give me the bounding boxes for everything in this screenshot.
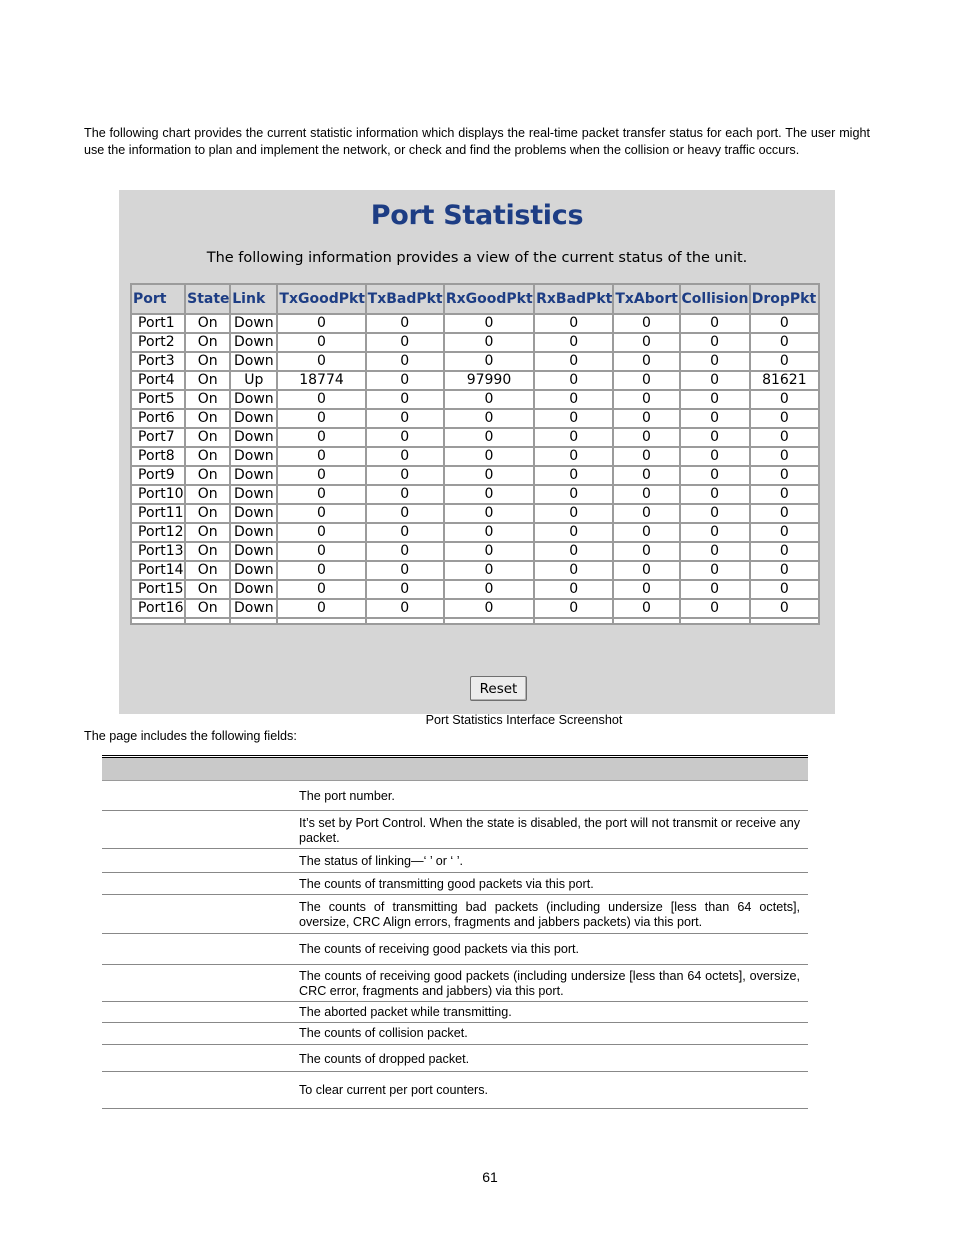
table-row [132,410,818,427]
table-cell: 0 [614,391,678,408]
table-cell: 0 [445,600,533,617]
table-cell: 0 [535,448,612,465]
table-cell: 0 [278,391,364,408]
field-row [102,849,808,873]
port-statistics-table [130,283,820,625]
table-cell: Port11 [132,505,184,522]
table-cell: 0 [445,448,533,465]
table-cell: Down [231,334,276,351]
table-cell: 0 [614,486,678,503]
table-cell: 0 [681,524,749,541]
field-description: To clear current per port counters. [299,1083,488,1097]
table-cell: 0 [445,505,533,522]
table-cell [231,619,276,623]
table-cell: 0 [751,581,818,598]
field-row [102,781,808,811]
table-cell: On [186,543,229,560]
table-cell: 0 [278,486,364,503]
field-row [102,934,808,965]
screenshot-subtitle: The following information provides a view of the current status of the unit. [206,250,748,266]
table-cell: Port1 [132,315,184,332]
column-header: Port [132,285,184,313]
table-cell: 18774 [278,372,364,389]
table-cell: 0 [535,581,612,598]
table-cell: Port4 [132,372,184,389]
column-header: RxBadPkt [535,285,612,313]
table-cell: On [186,467,229,484]
screenshot-title: Port Statistics [370,200,584,231]
table-cell: On [186,505,229,522]
table-cell [681,619,749,623]
table-cell: 0 [367,315,443,332]
table-cell: 0 [367,486,443,503]
table-cell: 0 [751,600,818,617]
table-cell: 0 [751,448,818,465]
table-cell: 97990 [445,372,533,389]
table-cell: 0 [445,391,533,408]
table-cell: On [186,448,229,465]
table-cell: 0 [367,581,443,598]
table-cell: Up [231,372,276,389]
table-cell: 0 [278,410,364,427]
table-cell: Port2 [132,334,184,351]
column-header: DropPkt [751,285,818,313]
table-cell: Port10 [132,486,184,503]
table-cell: 0 [614,448,678,465]
reset-button[interactable]: Reset [470,676,527,701]
table-row [132,486,818,503]
port-statistics-screenshot [119,190,835,714]
table-cell: On [186,562,229,579]
table-cell: 0 [681,486,749,503]
table-cell: 0 [681,410,749,427]
table-cell: On [186,524,229,541]
table-cell [186,619,229,623]
table-cell: 0 [751,467,818,484]
table-cell: 0 [278,315,364,332]
table-cell: 0 [367,410,443,427]
field-row [102,811,808,849]
table-row [132,543,818,560]
table-cell: 0 [445,353,533,370]
field-description: The counts of transmitting bad packets (including undersize [less than 64 octets], oversize, CRC Align errors, fragments and jabbers packets) via this port. [299,900,800,929]
table-cell: 0 [367,334,443,351]
table-cell: 0 [751,315,818,332]
table-cell: 0 [751,429,818,446]
table-cell: 0 [278,467,364,484]
table-cell: On [186,410,229,427]
table-cell: Port3 [132,353,184,370]
table-cell: Port9 [132,467,184,484]
table-row [132,334,818,351]
table-cell: On [186,391,229,408]
table-cell: 0 [681,353,749,370]
table-row [132,505,818,522]
table-cell: 0 [367,467,443,484]
table-row [132,524,818,541]
table-row [132,391,818,408]
table-cell: Port16 [132,600,184,617]
table-cell: 0 [614,600,678,617]
table-cell: 0 [278,581,364,598]
table-cell: 0 [614,372,678,389]
table-cell [367,619,443,623]
column-header: Link [231,285,276,313]
table-cell: 0 [614,429,678,446]
table-cell: Port15 [132,581,184,598]
table-cell: 0 [278,524,364,541]
column-header: TxGoodPkt [278,285,364,313]
field-description: The counts of collision packet. [299,1026,468,1040]
table-cell: 0 [681,562,749,579]
table-cell: 0 [535,467,612,484]
table-cell: 0 [751,543,818,560]
table-cell: 0 [681,467,749,484]
field-description: The counts of receiving good packets via this port. [299,942,580,956]
table-cell: 0 [751,524,818,541]
fields-table-header [102,758,808,781]
table-cell: 0 [535,353,612,370]
table-row [132,600,818,617]
table-cell: Down [231,505,276,522]
table-cell: Down [231,562,276,579]
table-cell: 0 [751,353,818,370]
table-cell: Down [231,353,276,370]
table-cell: On [186,486,229,503]
table-cell: 0 [535,429,612,446]
table-cell: On [186,429,229,446]
table-row [132,372,818,389]
column-header: TxAbort [614,285,678,313]
table-cell: 0 [681,581,749,598]
table-cell: 0 [681,334,749,351]
field-row [102,1045,808,1072]
table-cell: 0 [278,505,364,522]
table-cell: Down [231,410,276,427]
table-cell: 0 [535,600,612,617]
table-cell: Port12 [132,524,184,541]
table-cell: Port14 [132,562,184,579]
table-cell: 0 [445,429,533,446]
table-row [132,429,818,446]
field-description: The aborted packet while transmitting. [299,1005,512,1019]
table-cell: On [186,353,229,370]
table-cell: 0 [681,429,749,446]
table-cell: On [186,315,229,332]
table-cell: 0 [614,467,678,484]
table-cell: 0 [535,486,612,503]
table-row-cutoff [132,619,818,623]
table-header-row [132,285,818,313]
table-cell: Down [231,429,276,446]
table-row [132,467,818,484]
table-row [132,315,818,332]
table-cell: 0 [367,562,443,579]
table-cell: Down [231,524,276,541]
table-cell: 0 [681,600,749,617]
intro-paragraph: The following chart provides the current statistic information which displays the real-time packet transfer status for each port. The user might use the information to plan and implement the network, or check and find the problems when the collision or heavy traffic occurs. [84,126,870,157]
field-description: The counts of transmitting good packets via this port. [299,877,594,891]
table-cell: 0 [367,543,443,560]
table-cell: Port7 [132,429,184,446]
table-cell: 0 [614,410,678,427]
field-row [102,895,808,934]
column-header: TxBadPkt [367,285,443,313]
table-cell: 0 [751,562,818,579]
page-number: 61 [482,1169,498,1185]
table-cell: On [186,372,229,389]
table-cell: On [186,581,229,598]
table-cell: 0 [367,429,443,446]
table-cell: 0 [278,353,364,370]
field-row [102,873,808,895]
table-cell: 0 [367,524,443,541]
table-cell: 0 [681,448,749,465]
table-cell: 0 [614,505,678,522]
table-cell: 0 [751,505,818,522]
table-cell: 0 [367,448,443,465]
table-cell: 0 [445,581,533,598]
table-cell: 0 [278,600,364,617]
table-cell: 0 [535,391,612,408]
table-cell [614,619,678,623]
table-cell: Port5 [132,391,184,408]
table-cell: 0 [367,505,443,522]
field-row [102,1072,808,1109]
table-cell [278,619,364,623]
table-cell: 0 [614,543,678,560]
table-cell: 0 [278,334,364,351]
table-cell: 0 [681,315,749,332]
table-cell: 0 [751,410,818,427]
table-cell: 0 [278,543,364,560]
table-cell: 0 [614,581,678,598]
table-cell: Down [231,486,276,503]
field-row [102,1023,808,1045]
table-cell: 0 [367,353,443,370]
table-row [132,353,818,370]
fields-table [102,755,808,1109]
table-cell: Port13 [132,543,184,560]
fields-intro: The page includes the following fields: [84,729,297,743]
table-cell: 0 [367,391,443,408]
table-cell: 0 [445,524,533,541]
table-cell: 81621 [751,372,818,389]
field-description: It’s set by Port Control. When the state is disabled, the port will not transmit or receive any packet. [299,816,800,845]
table-cell: Down [231,448,276,465]
table-cell: 0 [445,562,533,579]
table-cell: 0 [278,562,364,579]
table-cell: 0 [681,391,749,408]
table-cell: 0 [681,505,749,522]
field-description: The status of linking—‘ ’ or ‘ ’. [299,854,464,868]
table-cell: 0 [614,524,678,541]
table-cell: 0 [445,315,533,332]
table-cell: Down [231,581,276,598]
table-cell: 0 [614,562,678,579]
table-cell: 0 [535,505,612,522]
table-cell: 0 [614,353,678,370]
table-cell: Port8 [132,448,184,465]
table-cell: 0 [681,543,749,560]
table-cell: 0 [535,315,612,332]
table-cell: 0 [367,372,443,389]
table-cell [132,619,184,623]
figure-caption: Port Statistics Interface Screenshot [425,713,623,727]
table-cell [535,619,612,623]
table-cell: Down [231,543,276,560]
table-cell: 0 [535,543,612,560]
table-cell: 0 [535,410,612,427]
table-cell: On [186,334,229,351]
table-cell: 0 [278,448,364,465]
table-cell: 0 [681,372,749,389]
table-cell: 0 [535,562,612,579]
table-cell: 0 [751,334,818,351]
table-cell: 0 [278,429,364,446]
table-cell: 0 [751,486,818,503]
table-cell: 0 [614,334,678,351]
table-cell: 0 [367,600,443,617]
table-cell [751,619,818,623]
table-cell: 0 [445,543,533,560]
table-cell [445,619,533,623]
table-cell: 0 [445,410,533,427]
field-row [102,1002,808,1023]
table-cell: 0 [751,391,818,408]
table-cell: Down [231,467,276,484]
table-cell: Port6 [132,410,184,427]
column-header: State [186,285,229,313]
table-cell: 0 [445,334,533,351]
table-row [132,448,818,465]
table-cell: 0 [535,334,612,351]
table-cell: 0 [445,486,533,503]
column-header: RxGoodPkt [445,285,533,313]
column-header: Collision [681,285,749,313]
field-description: The counts of dropped packet. [299,1052,470,1066]
table-cell: 0 [614,315,678,332]
table-cell: Down [231,600,276,617]
table-cell: Down [231,391,276,408]
table-cell: On [186,600,229,617]
table-row [132,562,818,579]
table-row [132,581,818,598]
field-description: The port number. [299,789,395,803]
table-cell: 0 [445,467,533,484]
table-cell: 0 [535,372,612,389]
table-cell: 0 [535,524,612,541]
field-row [102,965,808,1002]
table-cell: Down [231,315,276,332]
field-description: The counts of receiving good packets (including undersize [less than 64 octets], oversize, CRC error, fragments and jabbers) via this port. [299,969,800,998]
